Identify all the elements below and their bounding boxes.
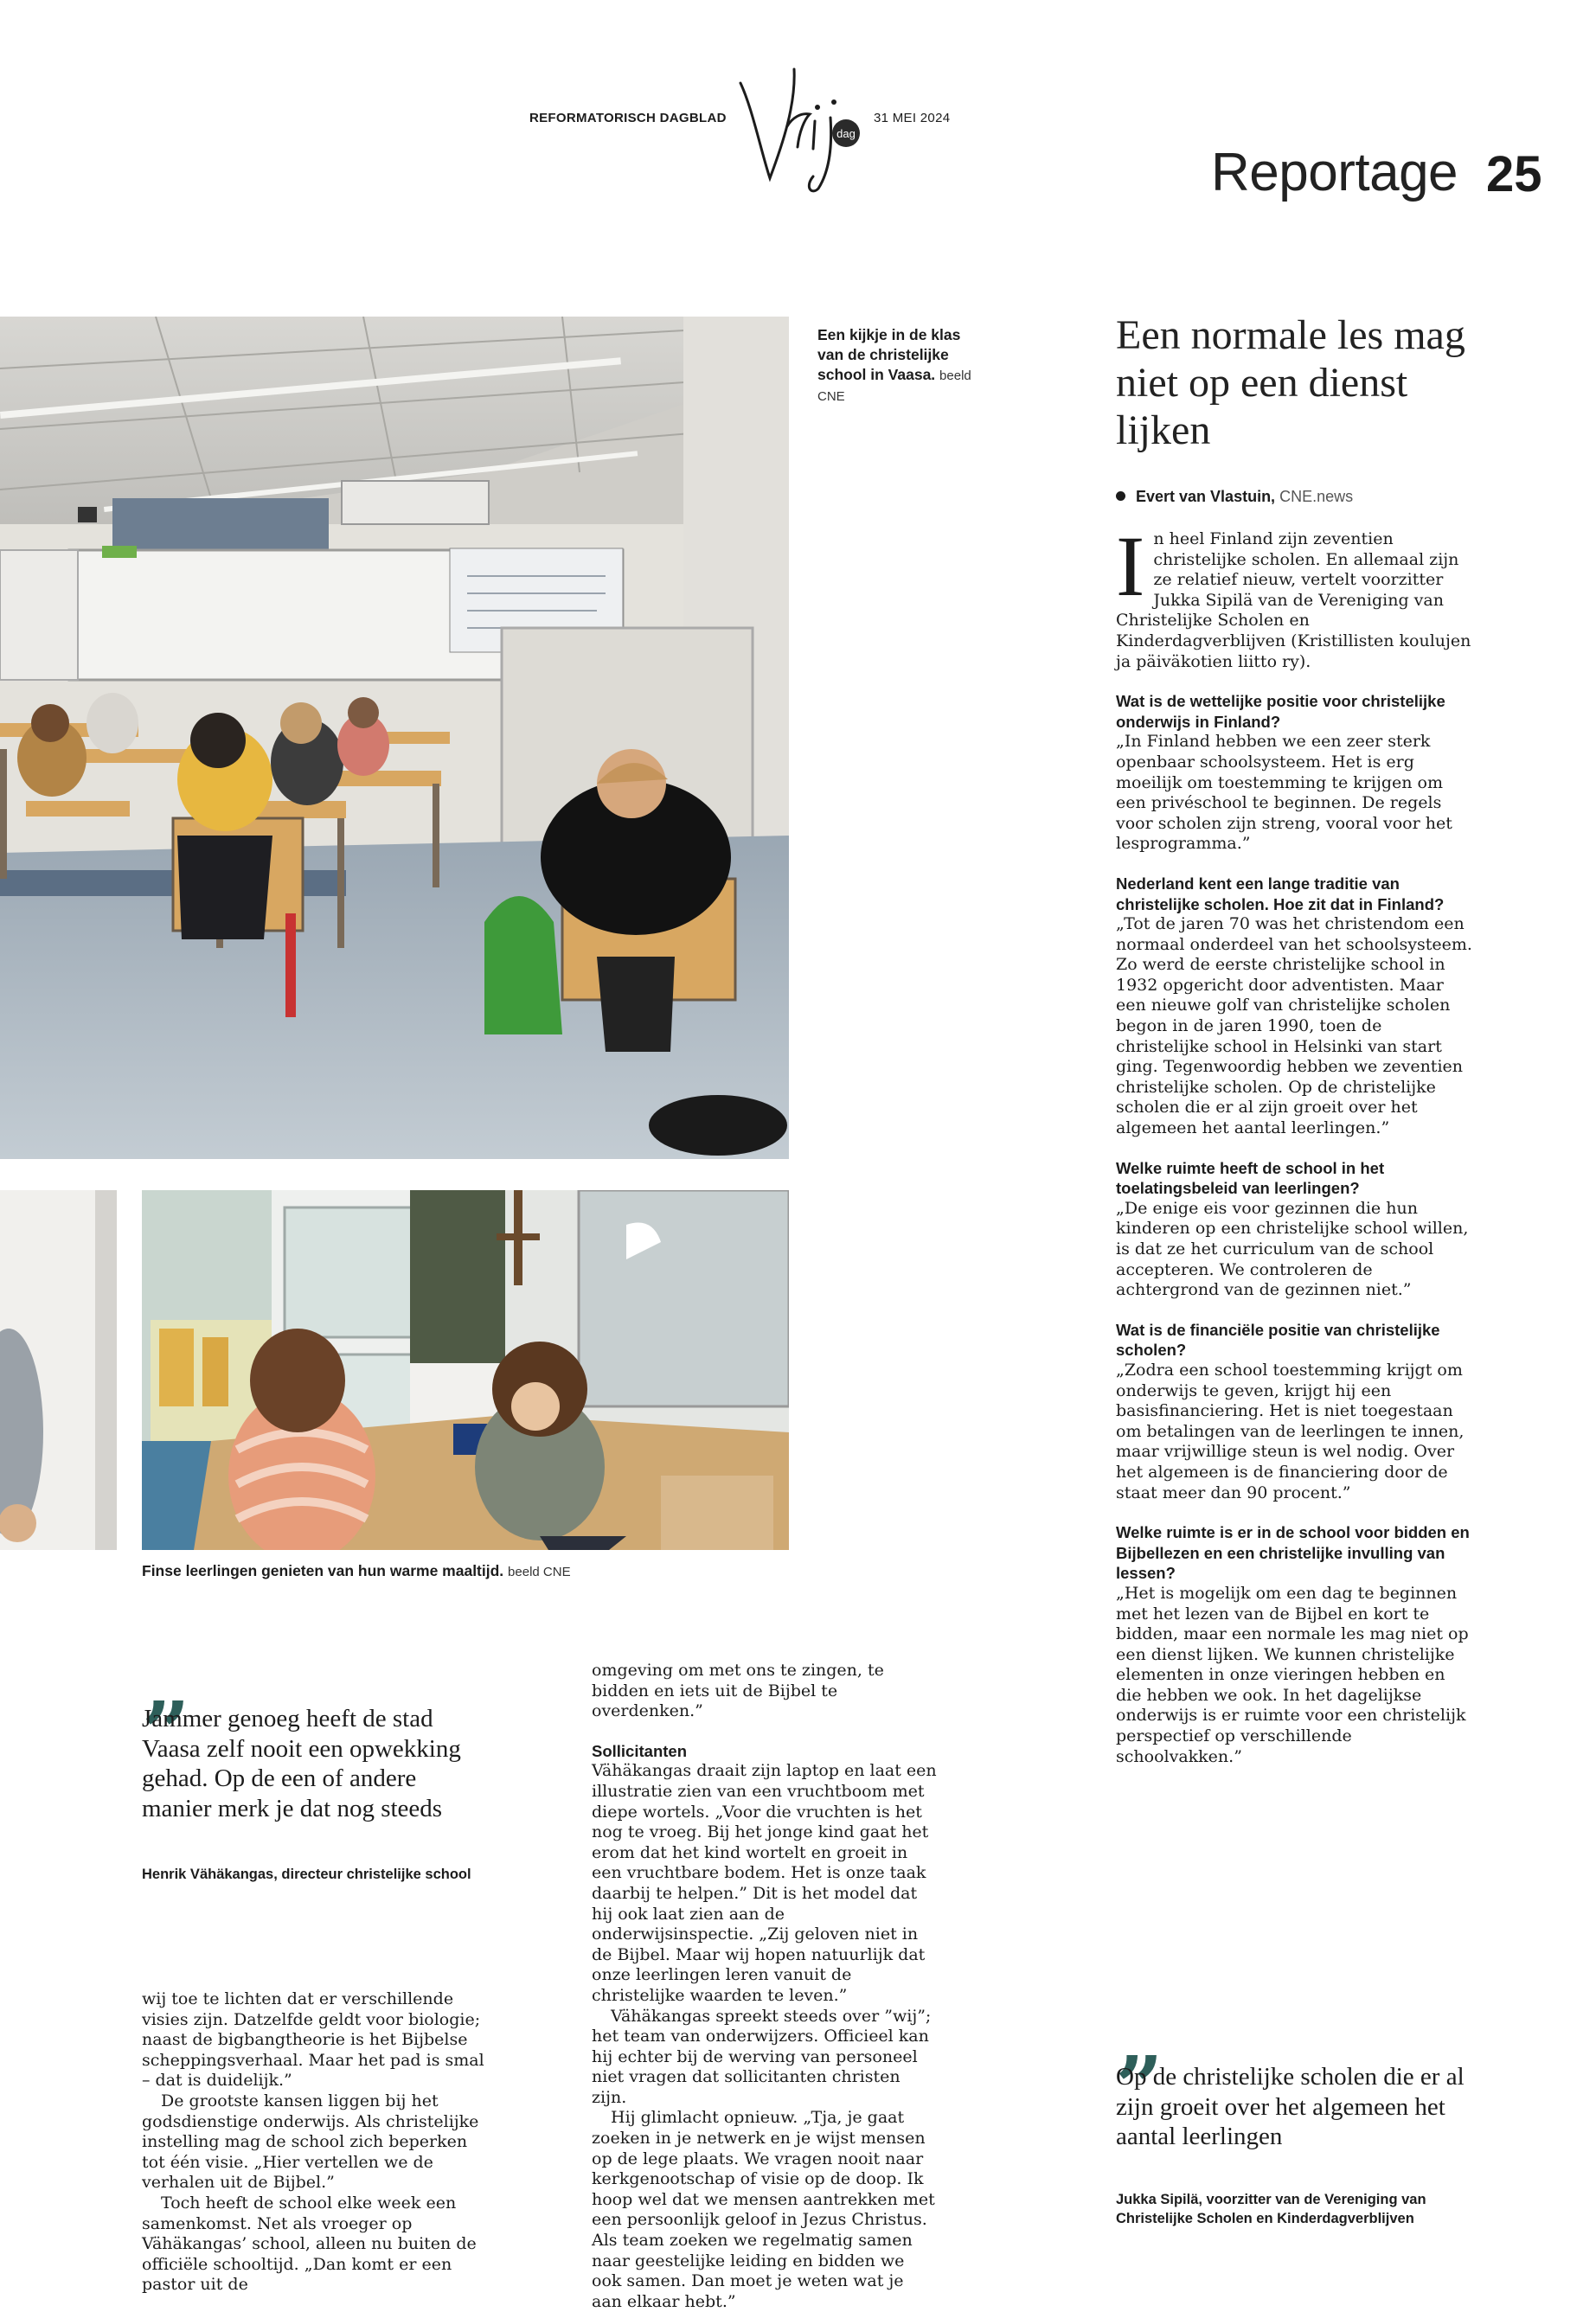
bullet-icon [1116,491,1125,501]
interview-answer: „Het is mogelijk om een dag te beginnen met het lezen van de Bijbel en kort te bidden, maar een normale les mag niet op een dienst lijken. We kunnen christelijke elementen in onze vieringen hebben en die hebben we ook. In het dagelijkse onderwijs is er ruimte voor een christelijk perspectief op verschillende schoolvakken.” [1116,1583,1469,1766]
interview-answer: „De enige eis voor gezinnen die hun kinderen op een christelijke school willen, is dat ze het curriculum van de school accepteren. We controleren de achtergrond van de gezinnen niet.” [1116,1198,1469,1300]
pull-quote-attribution: Jukka Sipilä, voorzitter van de Vereniging van Christelijke Scholen en Kinderdagverblijven [1116,2192,1426,2226]
article-column-middle [592,1661,938,2312]
author-source: CNE.news [1279,488,1354,505]
quote-mark-icon: „ [1117,1990,1160,2088]
body-paragraph: omgeving om met ons te zingen, te bidden en iets uit de Bijbel te overdenken.” [592,1661,884,1721]
drop-cap: I [1116,518,1145,614]
body-paragraph: wij toe te lichten dat er verschillende visies zijn. Datzelfde geldt voor biologie; naast de bigbangtheorie is het Bijbelse scheppingsverhaal. Maar het pad is smal – dat is duidelijk.” [142,1989,484,2091]
logo-badge: dag [836,127,856,140]
interview-question: Welke ruimte heeft de school in het toelatingsbeleid van leerlingen? [1116,1158,1385,1198]
caption-credit: beeld CNE [508,1565,571,1579]
interview-answer: „Zodra een school toestemming krijgt om onderwijs te geven, krijgt hij een basisfinanciering. Het is niet toegestaan om betalingen van de leerlingen te innen, maar vrijwillige steun is wel nodig. Over het algemeen is de financiering door de staat meer dan 90 procent.” [1116,1360,1465,1502]
byline [1116,488,1353,506]
meal-photo-caption [142,1560,799,1583]
interview-answer: „In Finland hebben we een zeer sterk openbaar schoolsysteem. Het is erg moeilijk om toestemming te krijgen om een privéschool te beginnen. De regels voor scholen zijn streng, vooral voor het lesprogramma.” [1116,732,1452,854]
interview-question: Nederland kent een lange traditie van christelijke scholen. Hoe zit dat in Finland? [1116,874,1445,913]
subheading: Sollicitanten [592,1741,687,1760]
intro-paragraph: In heel Finland zijn zeventien christelijke scholen. En allemaal zijn ze relatief nieuw, vertelt voorzitter Jukka Sipilä van de Vereniging van Christelijke Scholen en Kinderdagverblijven (Kristillisten koulujen ja päiväkotien liitto ry). [1116,518,1471,671]
body-paragraph: Vähäkangas draait zijn laptop en laat een illustratie zien van een vruchtboom met diepe wortels. „Voor die vruchten is het nog te vroeg. Bij het jonge kind gaat het erom dat het kind wortelt en groeit in een vruchtbare bodem. Het is onze taak daarbij te helpen.” Dit is het model dat hij ook laat zien aan de onderwijsinspectie. „Zij geloven niet in de Bijbel. Maar wij hopen natuurlijk dat onze leerlingen leren vanuit de christelijke waarden te leven.” [592,1761,937,2005]
page-number: 25 [1486,146,1542,202]
newspaper-name: REFORMATORISCH DAGBLAD [529,111,727,125]
interview-question: Wat is de financiële positie van christelijke scholen? [1116,1320,1440,1360]
pull-quote-attribution: Henrik Vähäkangas, directeur christelijke school [142,1867,471,1882]
quote-mark-icon: „ [144,1636,187,1733]
meal-photo [142,1190,789,1550]
section-title: Reportage [1211,143,1458,202]
interview-question: Wat is de wettelijke positie voor christelijke onderwijs in Finland? [1116,692,1445,731]
caption-credit: beeld CNE [817,368,971,404]
classroom-photo-caption [817,325,982,407]
hallway-photo-partial [0,1190,117,1550]
body-paragraph: Toch heeft de school elke week een samenkomst. Net als vroeger op Vähäkangas’ school, alleen nu buiten de officiële schooltijd. „Dan komt er een pastor uit de [142,2193,477,2295]
interview-answer: „Tot de jaren 70 was het christendom een normaal onderdeel van het schoolsysteem. Zo werd de eerste christelijke school in 1932 opgericht door adventisten. Maar een nieuwe golf van christelijke scholen begon in de jaren 1990, toen de christelijke school in Helsinki van start ging. Tegenwoordig hebben we zeventien christelijke scholen. Op de christelijke scholen die er al zijn groeit over het algemeen het aantal leerlingen.” [1116,914,1472,1138]
article-headline: Een normale les mag niet op een dienst lijken [1116,312,1465,453]
caption-text: Finse leerlingen genieten van hun warme maaltijd. [142,1562,504,1579]
pull-quote: Jammer genoeg heeft de stad Vaasa zelf nooit een opwekking gehad. Op de een of andere manier merk je dat nog steeds [142,1705,461,1822]
interview-question: Welke ruimte is er in de school voor bidden en Bijbellezen en een christelijke invulling van lessen? [1116,1523,1470,1583]
vrij-logo [735,57,874,197]
issue-date: 31 MEI 2024 [874,111,951,125]
pull-quote: Op de christelijke scholen die er al zijn groeit over het algemeen het aantal leerlingen [1116,2063,1465,2150]
interview-column [1116,518,1474,1767]
article-column-left [142,1989,488,2296]
body-paragraph: De grootste kansen liggen bij het godsdienstige onderwijs. Als christelijke instelling mag de school zich beperken tot één visie. „Hier vertellen we de verhalen uit de Bijbel.” [142,2091,479,2193]
classroom-photo [0,317,789,1159]
author-name: Evert van Vlastuin, [1136,488,1276,505]
caption-text: Een kijkje in de klas van de christelijke school in Vaasa. [817,326,961,383]
body-paragraph: Hij glimlacht opnieuw. „Tja, je gaat zoeken in je netwerk en je wijst mensen op de lege plaats. We vragen nooit naar kerkgenootschap of visie op de doop. Ik hoop wel dat we mensen aantrekken met een persoonlijk geloof in Jezus Christus. Als team zoeken we regelmatig samen naar geestelijke leiding en bidden we ook samen. Dan moet je weten wat je aan elkaar hebt.” [592,2108,935,2311]
body-paragraph: Vähäkangas spreekt steeds over ”wij”; het team van onderwijzers. Officieel kan hij echter bij de werving van personeel niet vragen dat sollicitanten christen zijn. [592,2006,932,2107]
